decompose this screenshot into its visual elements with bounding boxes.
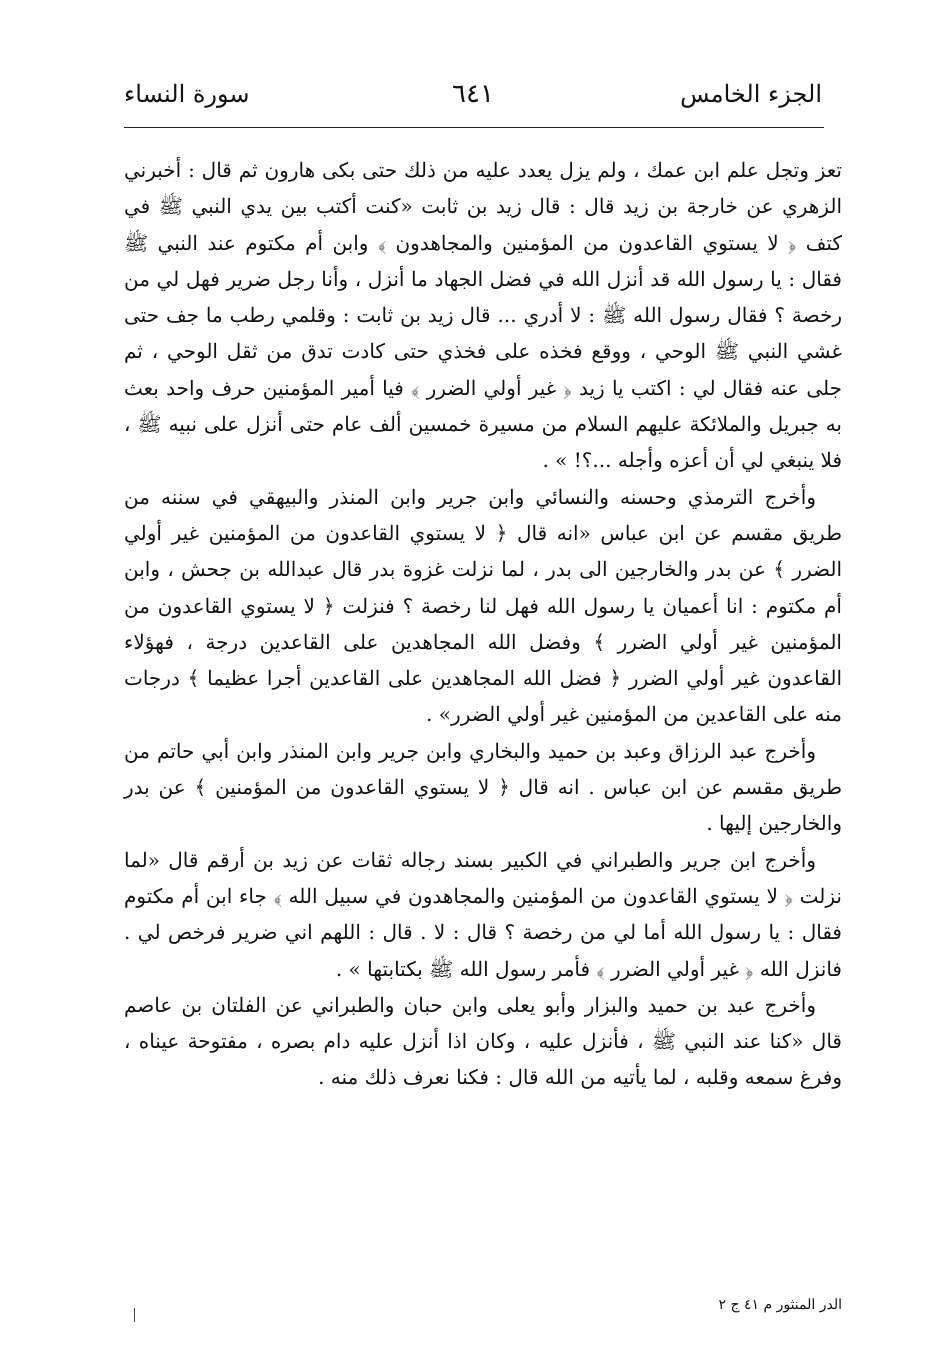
paragraph: وأخرج عبد بن حميد والبزار وأبو يعلى وابن حبان والطبراني عن الفلتان بن عاصم قال «كنا عند النبي ﷺ ، فأنزل عليه ، وكان اذا أنزل عليه دام بصره ، مفتوحة عيناه ، وفرغ سمعه وقلبه ، لما يأتيه من الله قال : فكنا نعرف ذلك منه .: [124, 992, 842, 1090]
paragraph: وأخرج الترمذي وحسنه والنسائي وابن جرير وابن المنذر والبيهقي في سننه من طريق مقسم عن ابن عباس «انه قال ﴿ لا يستوي القاعدون من المؤمنين غير أولي الضرر ﴾ عن بدر والخارجين الى بدر ، لما نزلت غزوة بدر قال عبدالله بن جحش ، وابن أم مكتوم : انا أعميان يا رسول الله فهل لنا رخصة ؟ فنزلت ﴿ لا يستوي القاعدون من المؤمنين غير أولي الضرر ﴾ وفضل الله المجاهدين على القاعدين درجة ، فهؤلاء القاعدون غير أولي الضرر ﴿ فضل الله المجاهدين على القاعدين أجرا عظيما ﴾ درجات منه على القاعدين من المؤمنين غير أولي الضرر» .: [124, 484, 843, 727]
part-title: الجزء الخامس: [680, 80, 822, 108]
paragraph: تعز وتجل علم ابن عمك ، ولم يزل يعدد عليه من ذلك حتى بكى هارون ثم قال : أخبرني الزهري عن خارجة بن زيد قال : قال زيد بن ثابت «كنت أكتب بين يدي النبي ﷺ في كتف ﴿ لا يستوي القاعدون من المؤمنين والمجاهدون ﴾ وابن أم مكتوم عند النبي ﷺ فقال : يا رسول الله قد أنزل الله في فضل الجهاد ما أنزل ، وأنا رجل ضرير فهل لي من رخصة ؟ فقال رسول الله ﷺ : لا أدري ... قال زيد بن ثابت : وقلمي رطب ما جف حتى غشي النبي ﷺ الوحي ، ووقع فخذه على فخذي حتى كادت تدق من ثقل الوحي ، ثم جلى عنه فقال لي : اكتب يا زيد ﴿ غير أولي الضرر ﴾ فيا أمير المؤمنين حرف واحد بعث به جبريل والملائكة عليهم السلام من مسيرة خمسين ألف عام حتى أنزل على نبيه ﷺ ، فلا ينبغي لي أن أعزه وأجله ...؟! » .: [124, 158, 842, 473]
paragraph: وأخرج ابن جرير والطبراني في الكبير بسند رجاله ثقات عن زيد بن أرقم قال «لما نزلت ﴿ لا يستوي القاعدون من المؤمنين والمجاهدون في سبيل الله ﴾ جاء ابن أم مكتوم فقال : يا رسول الله أما لي من رخصة ؟ قال : لا . قال : اللهم اني ضرير فرخص لي . فانزل الله ﴿ غير أولي الضرر ﴾ فأمر رسول الله ﷺ بكتابتها » .: [124, 847, 842, 981]
main-text: [124, 152, 842, 1096]
paragraph: وأخرج عبد الرزاق وعبد بن حميد والبخاري وابن جرير وابن المنذر وابن أبي حاتم من طريق مقسم عن ابن عباس . انه قال ﴿ لا يستوي القاعدون من المؤمنين ﴾ عن بدر والخارجين إليها .: [124, 738, 842, 836]
surah-title: سورة النساء: [124, 80, 250, 108]
page-number: ٦٤١: [452, 79, 494, 109]
header-divider: [124, 127, 824, 128]
signature-reference: الدر المنثور م ٤١ ج ٢: [718, 1297, 842, 1313]
running-header: [124, 74, 822, 114]
margin-mark: [134, 1308, 137, 1322]
